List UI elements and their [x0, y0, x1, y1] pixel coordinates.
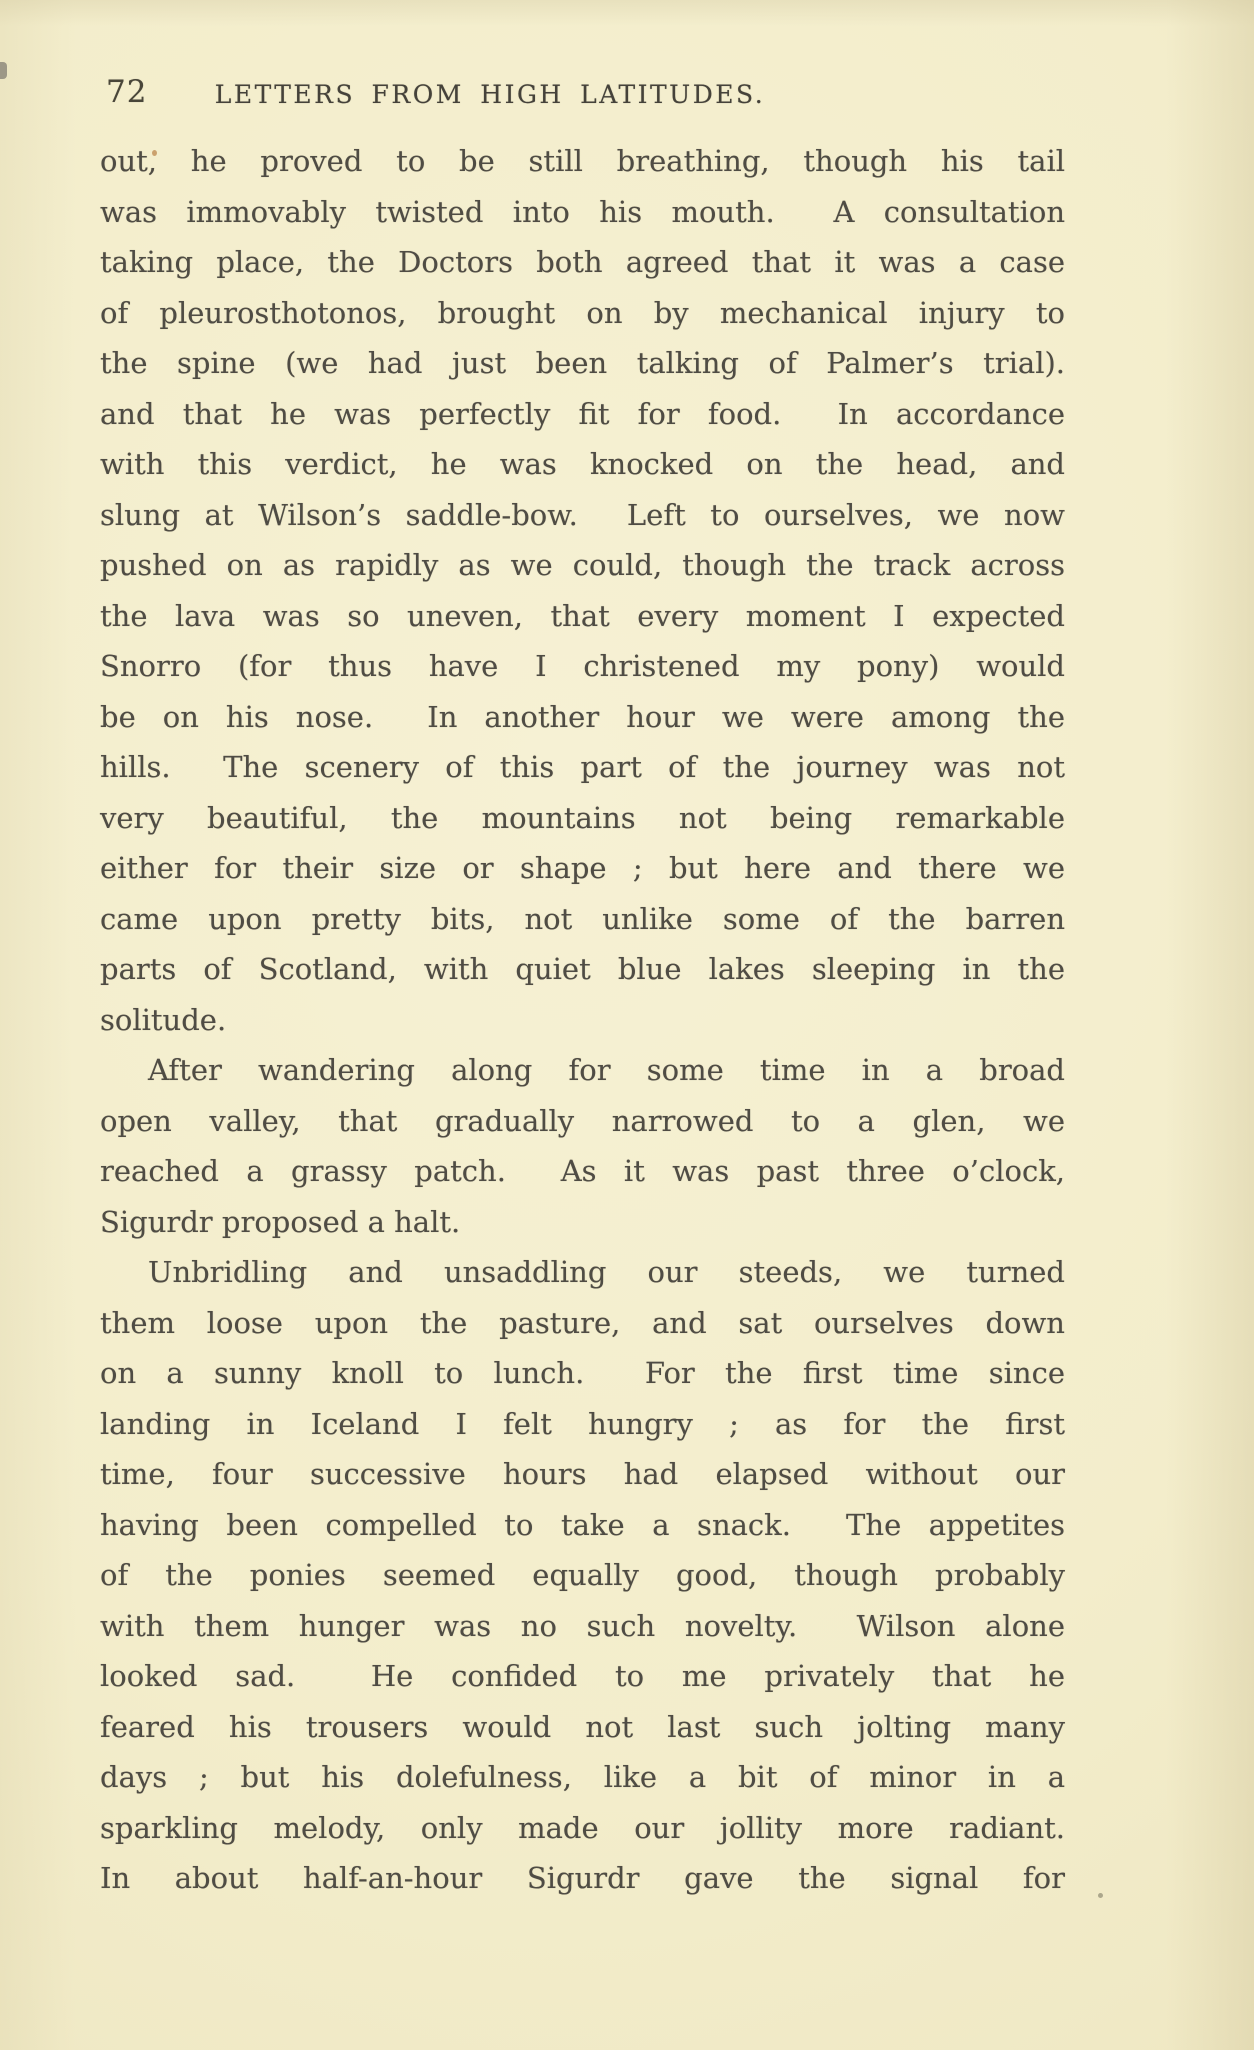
text-line: of the ponies seemed equally good, though probably: [100, 1558, 1065, 1592]
text-line: out, he proved to be still breathing, though his tail: [100, 144, 1065, 178]
text-line: days ; but his dolefulness, like a bit of minor in a: [100, 1760, 1065, 1794]
text-line: looked sad. He confided to me privately that he: [100, 1659, 1065, 1693]
text-line: taking place, the Doctors both agreed that it was a case: [100, 245, 1065, 279]
text-line: pushed on as rapidly as we could, though the track across: [100, 548, 1065, 582]
text-line: slung at Wilson’s saddle-bow. Left to ourselves, we now: [100, 497, 1065, 532]
page-number: 72: [106, 74, 148, 110]
text-line: was immovably twisted into his mouth. A consultation: [100, 194, 1065, 229]
text-line: on a sunny knoll to lunch. For the first time since: [100, 1356, 1065, 1390]
text-line: them loose upon the pasture, and sat ourselves down: [100, 1305, 1065, 1340]
text-line: the spine (we had just been talking of Palmer’s trial).: [100, 346, 1065, 380]
page-header: [100, 72, 1065, 122]
text-line: open valley, that gradually narrowed to a glen, we: [100, 1103, 1065, 1138]
text-line: sparkling melody, only made our jollity more radiant.: [100, 1810, 1065, 1845]
text-line: be on his nose. In another hour we were among the: [100, 699, 1065, 734]
text-line: feared his trousers would not last such jolting many: [100, 1709, 1065, 1744]
text-line: with this verdict, he was knocked on the head, and: [100, 447, 1065, 481]
text-line: After wandering along for some time in a broad: [148, 1053, 1065, 1087]
text-line: reached a grassy patch. As it was past three o’clock,: [100, 1154, 1065, 1188]
text-line: solitude.: [100, 1002, 227, 1037]
text-block: [100, 136, 1065, 1904]
text-line: and that he was perfectly fit for food. In accordance: [100, 396, 1065, 431]
text-line: the lava was so uneven, that every moment I expected: [100, 598, 1065, 633]
text-line: In about half-an-hour Sigurdr gave the signal for: [100, 1861, 1065, 1895]
text-line: Sigurdr proposed a halt.: [100, 1204, 461, 1239]
running-header-title: LETTERS FROM HIGH LATITUDES.: [214, 80, 766, 109]
text-line: Snorro (for thus have I christened my pony) would: [100, 649, 1065, 683]
text-line: either for their size or shape ; but here and there we: [100, 851, 1065, 885]
text-line: having been compelled to take a snack. The appetites: [100, 1507, 1065, 1542]
text-line: very beautiful, the mountains not being remarkable: [100, 800, 1065, 835]
text-line: time, four successive hours had elapsed without our: [100, 1457, 1065, 1491]
text-line: Unbridling and unsaddling our steeds, we turned: [148, 1255, 1065, 1289]
text-line: came upon pretty bits, not unlike some of the barren: [100, 901, 1065, 936]
text-line: hills. The scenery of this part of the journey was not: [100, 750, 1065, 784]
scan-artifact-edge-notch: [0, 62, 7, 79]
text-line: landing in Iceland I felt hungry ; as for the first: [100, 1406, 1065, 1441]
text-line: parts of Scotland, with quiet blue lakes sleeping in the: [100, 952, 1065, 986]
text-line: of pleurosthotonos, brought on by mechanical injury to: [100, 295, 1065, 330]
scan-artifact-speck: [1098, 1893, 1103, 1898]
text-line: with them hunger was no such novelty. Wilson alone: [100, 1608, 1065, 1643]
